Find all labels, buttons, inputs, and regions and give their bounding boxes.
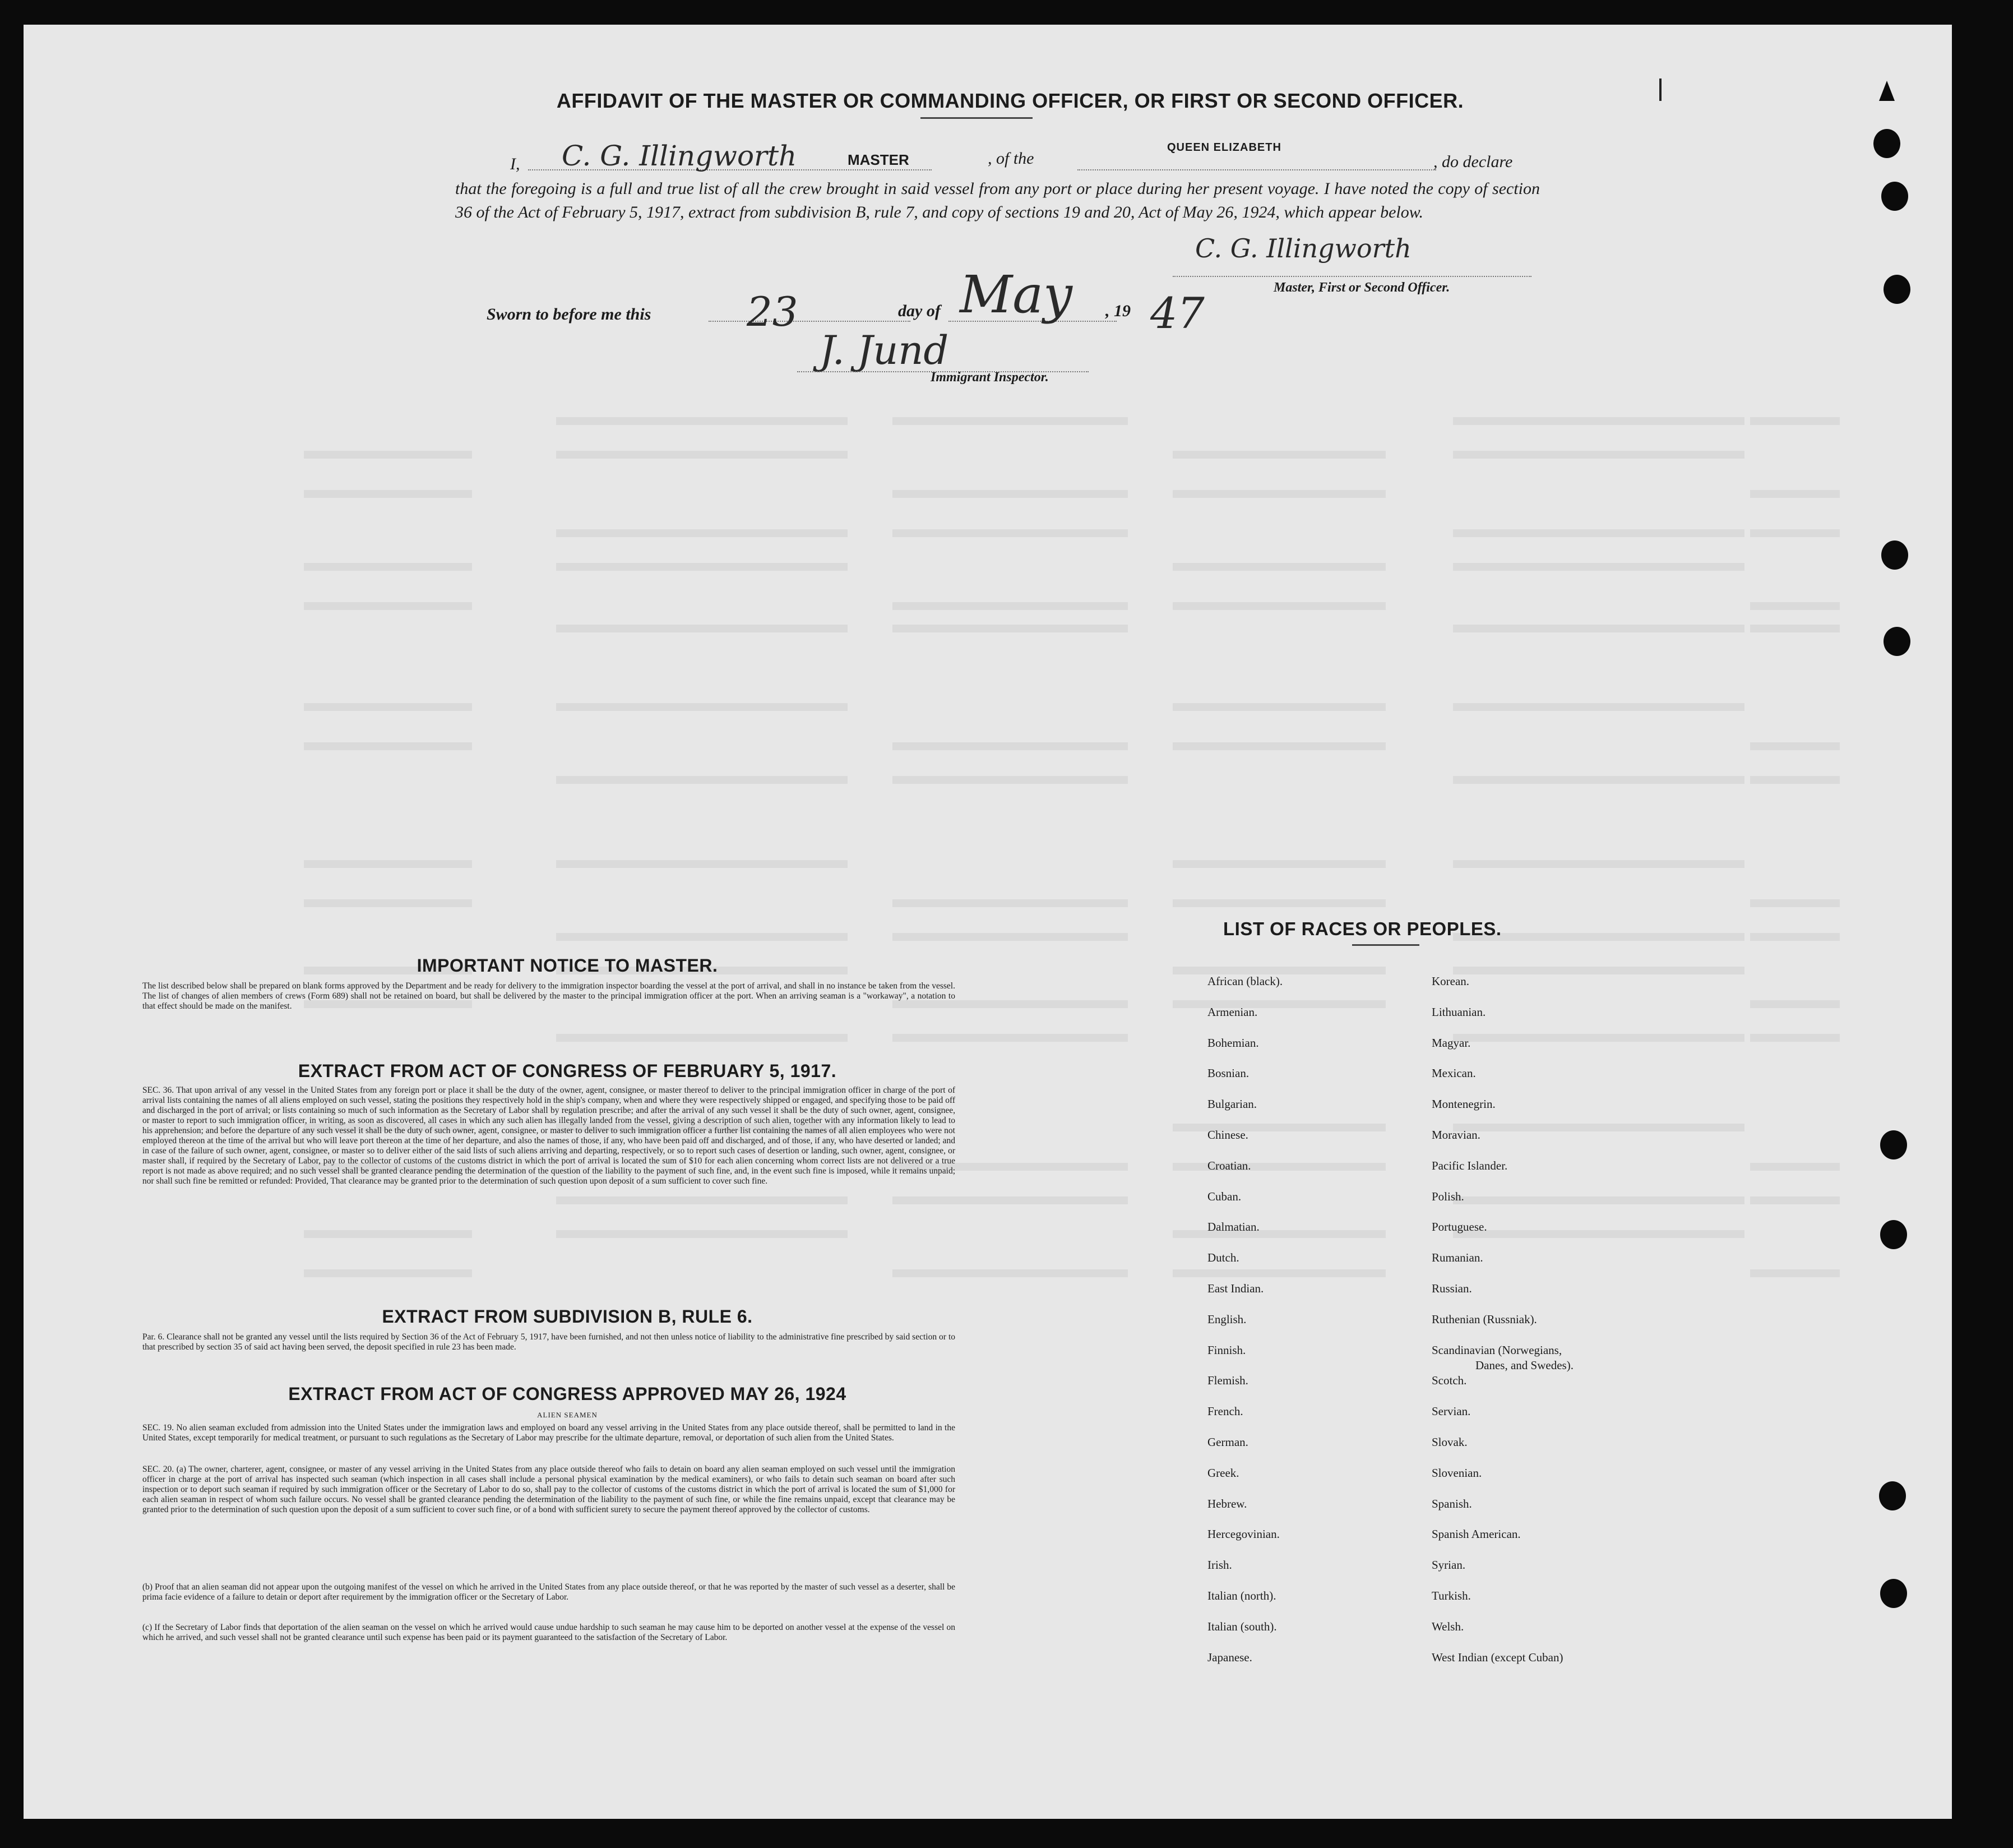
bleed-through-line [304, 563, 472, 571]
bleed-through-line [892, 933, 1128, 941]
race-item: Rumanian. [1432, 1251, 1483, 1265]
punch-hole [1881, 540, 1908, 570]
race-item: Scotch. [1432, 1374, 1467, 1388]
punch-hole [1884, 275, 1910, 304]
sworn-day: 23 [747, 288, 798, 335]
race-item: Bulgarian. [1207, 1097, 1257, 1111]
day-of-label: day of [898, 302, 941, 320]
bleed-through-line [1453, 1230, 1744, 1238]
bleed-through-line [1750, 899, 1840, 907]
bleed-through-line [556, 776, 848, 784]
bleed-through-line [1453, 625, 1744, 632]
extract-1924-subtitle: ALIEN SEAMEN [537, 1411, 598, 1419]
bleed-through-line [304, 703, 472, 711]
bleed-through-line [304, 742, 472, 750]
sworn-month: May [960, 265, 1073, 325]
race-item: Dalmatian. [1207, 1220, 1260, 1234]
races-title-rule [1352, 944, 1419, 946]
bleed-through-line [1453, 1196, 1744, 1204]
i-label: I, [510, 155, 520, 173]
bleed-through-line [1750, 1196, 1840, 1204]
bleed-through-line [1750, 776, 1840, 784]
race-item: Ruthenian (Russniak). [1432, 1312, 1537, 1326]
vessel-blank-line [1077, 169, 1436, 170]
bleed-through-line [1453, 1124, 1744, 1131]
race-item: Italian (north). [1207, 1589, 1276, 1602]
bleed-through-line [892, 1269, 1128, 1277]
sworn-label: Sworn to before me this [487, 305, 651, 324]
race-item: Lithuanian. [1432, 1005, 1486, 1019]
race-item: Moravian. [1432, 1128, 1480, 1142]
year-prefix: , 19 [1105, 302, 1131, 320]
race-item: Croatian. [1207, 1158, 1251, 1172]
extract-1924-sec20a: SEC. 20. (a) The owner, charterer, agent, consignee, or master of any vessel arriving in the United States from any place outside thereof who fails to detain on board any alien seaman employed on such vessel until the immigration officer in charge at the port of arrival has inspected such seaman (which inspection in all cases shall include a personal physical examination by the medical examiners), or who fails to detain such seaman on board after such inspection or to deport such seaman if required by such immigration officer or the Secretary of Labor to do so, shall pay to the collector of customs of the customs district in which the port of arrival is located the sum of $1,000 for each alien seaman in respect of whom such failure occurs. No vessel shall be granted clearance pending the determination of the liability to the payment of such fine, or while the fine remains unpaid, except that clearance may be granted prior to the determination of such question upon the deposit of a sum sufficient to cover such fine, or of a bond with sufficient surety to secure the payment thereof approved by the collector of customs. [142, 1464, 955, 1514]
bleed-through-line [892, 625, 1128, 632]
race-item: Magyar. [1432, 1036, 1471, 1050]
punch-hole [1880, 1579, 1907, 1608]
race-item: Hercegovinian. [1207, 1527, 1280, 1541]
races-title: LIST OF RACES OR PEOPLES. [1223, 918, 1502, 939]
race-item: German. [1207, 1435, 1248, 1449]
bleed-through-line [1173, 703, 1386, 711]
race-item: Finnish. [1207, 1343, 1246, 1357]
extract-rule6-body: Par. 6. Clearance shall not be granted any vessel until the lists required by Section 36 of the Act of February 5, 1917, have been furnished, and not then unless notice of liability to the administrative fine prescribed by said section or to that prescribed by section 35 of said act having been served, the deposit specified in rule 23 has been made. [142, 1332, 955, 1352]
vessel-name: QUEEN ELIZABETH [1167, 141, 1281, 154]
bleed-through-line [1750, 1034, 1840, 1042]
bleed-through-line [1173, 1269, 1386, 1277]
bleed-through-line [1173, 563, 1386, 571]
race-item: Russian. [1432, 1282, 1472, 1295]
bleed-through-line [1173, 451, 1386, 459]
extract-1924-title: EXTRACT FROM ACT OF CONGRESS APPROVED MAY 26, 1924 [288, 1384, 846, 1404]
sworn-year: 47 [1150, 288, 1205, 338]
race-item: Korean. [1432, 974, 1470, 988]
bleed-through-line [304, 602, 472, 610]
notice-body: The list described below shall be prepared on blank forms approved by the Department and be ready for delivery to the immigration inspector boarding the vessel at the port of arrival, and shall in no instance be taken from the vessel. The list of changes of alien members of crews (Form 689) shall not be retained on board, but shall be delivered by the master to the principal immigration officer at the port. When an arriving seaman is a "workaway", a notation to that effect should be made on the manifest. [142, 981, 955, 1011]
race-item: Montenegrin. [1432, 1097, 1496, 1111]
race-item: Servian. [1432, 1405, 1471, 1419]
race-scandinavian-continued: Danes, and Swedes). [1475, 1359, 1574, 1372]
bleed-through-line [556, 860, 848, 868]
bleed-through-line [304, 860, 472, 868]
race-item: Japanese. [1207, 1650, 1252, 1664]
corner-mark [1879, 81, 1895, 101]
extract-rule6-title: EXTRACT FROM SUBDIVISION B, RULE 6. [382, 1306, 753, 1327]
extract-1924-sec20b: (b) Proof that an alien seaman did not appear upon the outgoing manifest of the vessel on which he arrived in the United States from any place outside thereof, or that he was reported by the master of such vessel as a deserter, shall be prima facie evidence of a failure to detain or deport after requirement by the immigration officer or the Secretary of Labor. [142, 1582, 955, 1602]
bleed-through-line [556, 1196, 848, 1204]
bleed-through-line [1750, 602, 1840, 610]
race-item: Welsh. [1432, 1619, 1464, 1633]
bleed-through-line [556, 1230, 848, 1238]
bleed-through-line [556, 529, 848, 537]
bleed-through-line [892, 1196, 1128, 1204]
extract-1917-title: EXTRACT FROM ACT OF CONGRESS OF FEBRUARY 5, 1917. [298, 1061, 837, 1081]
title-rule [920, 117, 1033, 119]
bleed-through-line [1750, 490, 1840, 498]
bleed-through-line [1173, 1230, 1386, 1238]
bleed-through-line [1750, 933, 1840, 941]
race-item: Cuban. [1207, 1189, 1242, 1203]
bleed-through-line [1173, 860, 1386, 868]
affidavit-title: AFFIDAVIT OF THE MASTER OR COMMANDING OFFICER, OR FIRST OR SECOND OFFICER. [556, 89, 1464, 112]
race-item: Chinese. [1207, 1128, 1248, 1142]
race-item: Bosnian. [1207, 1066, 1250, 1080]
punch-hole [1879, 1481, 1906, 1510]
bleed-through-line [892, 899, 1128, 907]
bleed-through-line [1750, 742, 1840, 750]
race-item: Pacific Islander. [1432, 1158, 1508, 1172]
race-item: Polish. [1432, 1189, 1464, 1203]
race-item: French. [1207, 1405, 1243, 1419]
race-item: Slovak. [1432, 1435, 1468, 1449]
race-item: Turkish. [1432, 1589, 1471, 1602]
officer-label: Master, First or Second Officer. [1274, 280, 1450, 295]
bleed-through-line [556, 563, 848, 571]
race-item: Scandinavian (Norwegians, [1432, 1343, 1562, 1357]
race-item: East Indian. [1207, 1282, 1264, 1295]
punch-hole [1873, 129, 1900, 158]
bleed-through-line [1173, 967, 1386, 974]
bleed-through-line [1453, 776, 1744, 784]
bleed-through-line [1750, 1000, 1840, 1008]
master-signature: C. G. Illingworth [562, 140, 797, 172]
bleed-through-line [1453, 967, 1744, 974]
bleed-through-line [304, 1269, 472, 1277]
bleed-through-line [892, 776, 1128, 784]
bleed-through-line [1453, 529, 1744, 537]
race-item: Spanish American. [1432, 1527, 1521, 1541]
race-item: Bohemian. [1207, 1036, 1259, 1050]
bleed-through-line [892, 602, 1128, 610]
extract-1924-sec20c: (c) If the Secretary of Labor finds that deportation of the alien seaman on the vessel on which he arrived would cause undue hardship to such seaman he may cause him to be deported on another vessel at the expense of the vessel on which he arrived, and such vessel shall not be granted clearance until such expense has been paid or its payment guaranteed to the satisfaction of the Secretary of Labor. [142, 1623, 955, 1642]
do-declare-label: , do declare [1433, 153, 1513, 171]
bleed-through-line [1453, 563, 1744, 571]
race-item: English. [1207, 1312, 1247, 1326]
bleed-through-line [892, 742, 1128, 750]
race-item: Hebrew. [1207, 1496, 1247, 1510]
bleed-through-line [556, 933, 848, 941]
race-item: West Indian (except Cuban) [1432, 1650, 1563, 1664]
inspector-signature: J. Jund [820, 327, 949, 373]
bleed-through-line [892, 529, 1128, 537]
affidavit-declaration: that the foregoing is a full and true list of all the crew brought in said vessel from any port or place during her present voyage. I have noted the copy of section 36 of the Act of February 5, 1917, extract from subdivision B, rule 7, and copy of sections 19 and 20, Act of May 26, 1924, which appear below. [455, 179, 1540, 221]
race-item: Flemish. [1207, 1374, 1248, 1388]
extract-1924-sec19: SEC. 19. No alien seaman excluded from admission into the United States under the immigration laws and employed on board any vessel arriving in the United States from any place outside thereof, shall be permitted to land in the United States, except temporarily for medical treatment, or pursuant to such regulations as the Secretary of Labor may prescribe for the ultimate departure, removal, or deportation of such alien from the United States. [142, 1423, 955, 1443]
bleed-through-line [304, 1230, 472, 1238]
officer-blank-line [1173, 276, 1531, 277]
race-item: African (black). [1207, 974, 1283, 988]
bleed-through-line [1750, 625, 1840, 632]
inspector-label: Immigrant Inspector. [931, 370, 1049, 385]
bleed-through-line [556, 625, 848, 632]
bleed-through-line [1173, 602, 1386, 610]
race-item: Italian (south). [1207, 1619, 1277, 1633]
bleed-through-line [304, 451, 472, 459]
race-item: Greek. [1207, 1466, 1239, 1480]
bleed-through-line [556, 1034, 848, 1042]
edge-tick-mark [1659, 78, 1662, 101]
bleed-through-line [556, 417, 848, 425]
bleed-through-line [1453, 703, 1744, 711]
bleed-through-line [1750, 529, 1840, 537]
race-item: Syrian. [1432, 1558, 1466, 1572]
punch-hole [1880, 1220, 1907, 1249]
punch-hole [1884, 627, 1910, 656]
bleed-through-line [556, 703, 848, 711]
rank-label: MASTER [848, 151, 909, 168]
extract-1917-body: SEC. 36. That upon arrival of any vessel in the United States from any foreign port or place it shall be the duty of the owner, agent, consignee, or master thereof to deliver to the principal immigration officer in charge of the port of arrival lists containing the names of all aliens employed on such vessel, stating the positions they respectively hold in the ship's company, when and where they were respectively shipped or engaged, and specifying those to be paid off and discharged in the port of arrival; or lists containing so much of such information as the Secretary of Labor shall by regulation prescribe; and after the arrival of any such vessel it shall be the duty of such owner, agent, consignee, or master to report to such immigration officer, in writing, as soon as discovered, all cases in which any such alien has illegally landed from the vessel, giving a description of such alien, together with any information likely to lead to his apprehension; and before the departure of any such vessel it shall be the duty of such owner, agent, consignee, or master to deliver to such immigration officer a further list containing the names of all alien employees who were not employed thereon at the time of the arrival but who will leave port thereon at the time of her departure, and also the names of those, if any, who have been paid off and discharged, and of those, if any, who have deserted or landed; and in case of the failure of such owner, agent, consignee, or master so to deliver either of the said lists of such aliens arriving and departing, respectively, or so to report such cases of desertion or landing, such owner, agent, consignee, or master shall, if required by the Secretary of Labor, pay to the collector of customs of the customs district in which the port of arrival is located the sum of $10 for each alien concerning whom correct lists are not delivered or a true report is not made as above required; and no such vessel shall be granted clearance pending the determination of the question of the liability to the payment of such fine, and, in the event such fine is imposed, while it remains unpaid; nor shall such fine be remitted or refunded: Provided, That clearance may be granted prior to the determination of such question upon deposit of a sum sufficient to cover such fine. [142, 1085, 955, 1186]
bleed-through-line [1173, 490, 1386, 498]
bleed-through-line [892, 1034, 1128, 1042]
race-item: Spanish. [1432, 1496, 1472, 1510]
bleed-through-line [304, 490, 472, 498]
bleed-through-line [1173, 1000, 1386, 1008]
bleed-through-line [892, 417, 1128, 425]
bleed-through-line [1453, 860, 1744, 868]
bleed-through-line [1453, 417, 1744, 425]
bleed-through-line [1750, 1163, 1840, 1171]
bleed-through-line [1750, 417, 1840, 425]
bleed-through-line [1173, 1124, 1386, 1131]
race-item: Armenian. [1207, 1005, 1258, 1019]
race-item: Portuguese. [1432, 1220, 1487, 1234]
race-item: Mexican. [1432, 1066, 1476, 1080]
bleed-through-line [304, 899, 472, 907]
bleed-through-line [1453, 451, 1744, 459]
day-blank-line [709, 321, 910, 322]
punch-hole [1880, 1130, 1907, 1159]
bleed-through-line [1750, 1269, 1840, 1277]
race-item: Irish. [1207, 1558, 1232, 1572]
punch-hole [1881, 182, 1908, 211]
race-item: Slovenian. [1432, 1466, 1482, 1480]
bleed-through-line [1453, 1034, 1744, 1042]
bleed-through-line [1173, 899, 1386, 907]
notice-title: IMPORTANT NOTICE TO MASTER. [417, 955, 718, 976]
race-item: Dutch. [1207, 1251, 1239, 1265]
bleed-through-line [1173, 1163, 1386, 1171]
bleed-through-line [556, 451, 848, 459]
bleed-through-line [1173, 742, 1386, 750]
of-the-label: , of the [988, 149, 1034, 168]
bleed-through-line [892, 490, 1128, 498]
document-page [24, 25, 1952, 1819]
officer-signature: C. G. Illingworth [1195, 233, 1412, 264]
